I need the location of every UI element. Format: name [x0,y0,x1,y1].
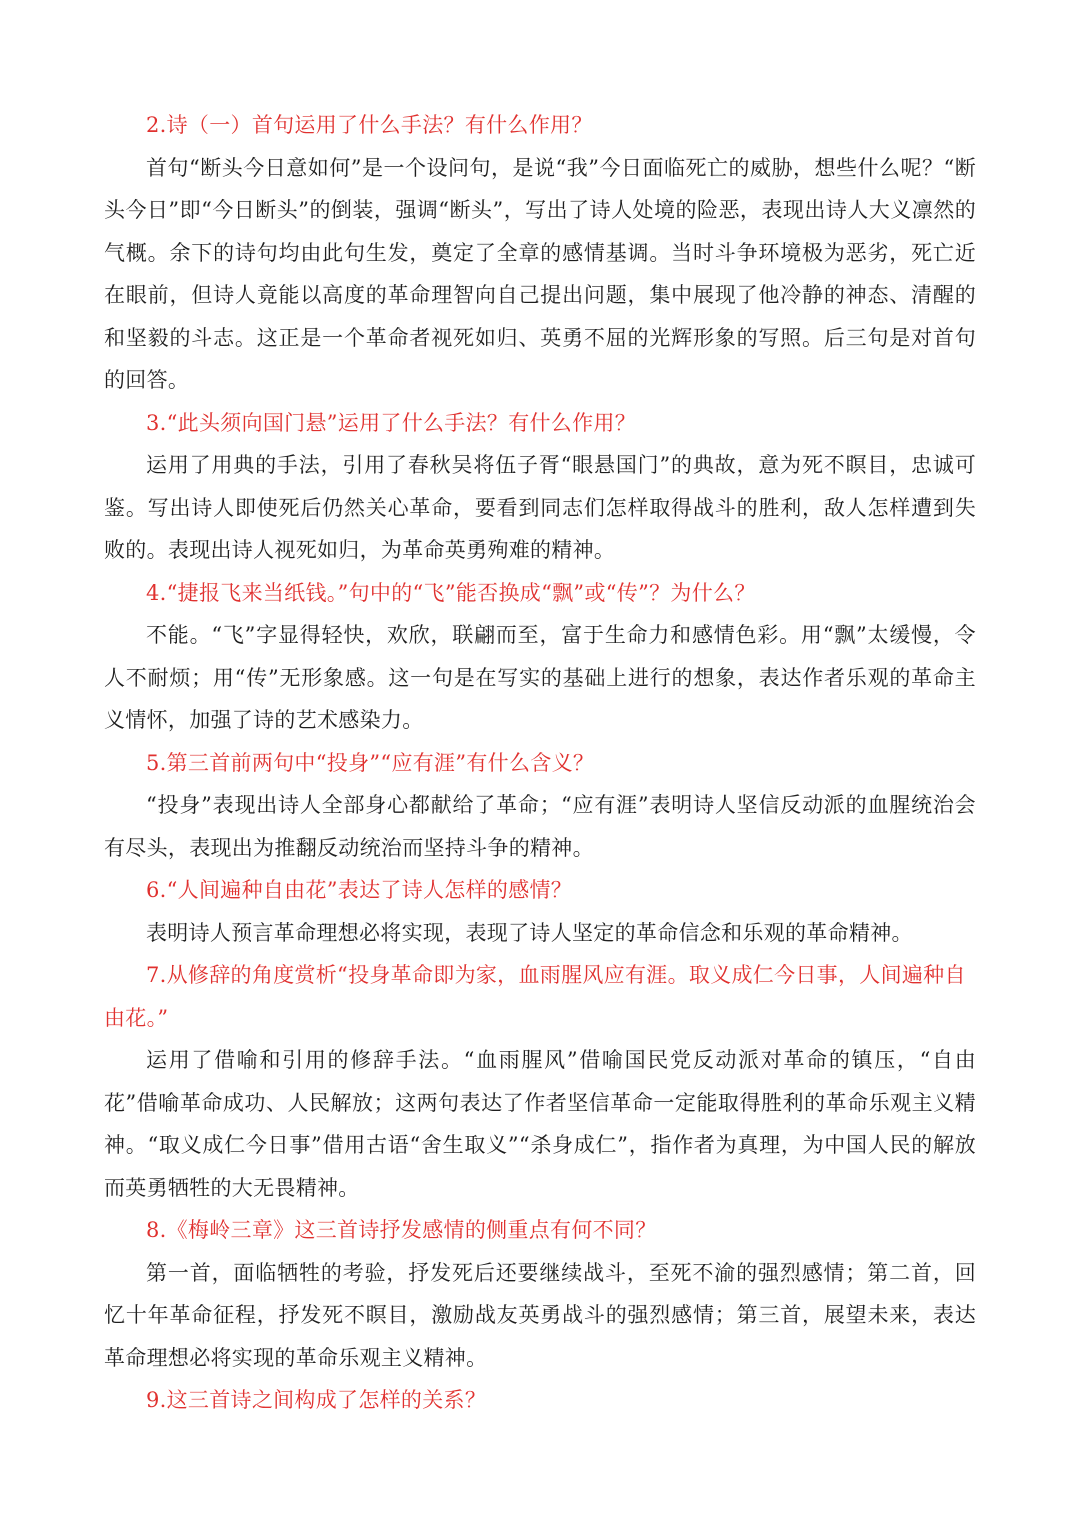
answer-6: 表明诗人预言革命理想必将实现，表现了诗人坚定的革命信念和乐观的革命精神。 [146,920,913,945]
answer-8: 第一首，面临牺牲的考验，抒发死后还要继续战斗，至死不渝的强烈感情；第二首，回忆十年革命征程，抒发死不瞑目，激励战友英勇战斗的强烈感情；第三首，展望未来，表达革命理想必将实现的革命乐观主义精神。 [104,1260,976,1370]
answer-3: 运用了用典的手法，引用了春秋吴将伍子胥“眼悬国门”的典故，意为死不瞑目，忠诚可鉴。写出诗人即使死后仍然关心革命，要看到同志们怎样取得战斗的胜利，敌人怎样遭到失败的。表现出诗人视死如归，为革命英勇殉难的精神。 [104,453,976,562]
question-2: 2.诗（一）首句运用了什么手法？有什么作用？ [146,113,593,137]
answer-7: 运用了借喻和引用的修辞手法。“血雨腥风”借喻国民党反动派对革命的镇压，“自由花”借喻革命成功、人民解放；这两句表达了作者坚信革命一定能取得胜利的革命乐观主义精神。“取义成仁今日事”借用古语“舍生取义”“杀身成仁”，指作者为真理，为中国人民的解放而英勇牺牲的大无畏精神。 [104,1048,976,1200]
question-6: 6.“人间遍种自由花”表达了诗人怎样的感情？ [146,878,573,902]
question-9: 9.这三首诗之间构成了怎样的关系？ [146,1388,487,1412]
question-3: 3.“此头须向国门悬”运用了什么手法？有什么作用？ [146,410,637,435]
question-4: 4.“捷报飞来当纸钱。”句中的“飞”能否换成“飘”或“传”？为什么？ [146,580,756,605]
answer-4: 不能。“飞”字显得轻快，欢欣，联翩而至，富于生命力和感情色彩。用“飘”太缓慢，令人不耐烦；用“传”无形象感。这一句是在写实的基础上进行的想象，表达作者乐观的革命主义情怀，加强了诗的艺术感染力。 [104,623,976,732]
question-7: 7.从修辞的角度赏析“投身革命即为家，血雨腥风应有涯。取义成仁今日事，人间遍种自由花。” [104,963,966,1030]
question-5: 5.第三首前两句中“投身”“应有涯”有什么含义？ [146,750,595,775]
qa-content [104,104,976,1422]
answer-2: 首句“断头今日意如何”是一个设问句，是说“我”今日面临死亡的威胁，想些什么呢？“断头今日”即“今日断头”的倒装，强调“断头”，写出了诗人处境的险恶，表现出诗人大义凛然的气概。余下的诗句均由此句生发，奠定了全章的感情基调。当时斗争环境极为恶劣，死亡近在眼前，但诗人竟能以高度的革命理智向自己提出问题，集中展现了他冷静的神态、清醒的和坚毅的斗志。这正是一个革命者视死如归、英勇不屈的光辉形象的写照。后三句是对首句的回答。 [104,155,976,392]
answer-5: “投身”表现出诗人全部身心都献给了革命；“应有涯”表明诗人坚信反动派的血腥统治会有尽头，表现出为推翻反动统治而坚持斗争的精神。 [104,793,976,860]
question-8: 8.《梅岭三章》这三首诗抒发感情的侧重点有何不同？ [146,1218,657,1242]
